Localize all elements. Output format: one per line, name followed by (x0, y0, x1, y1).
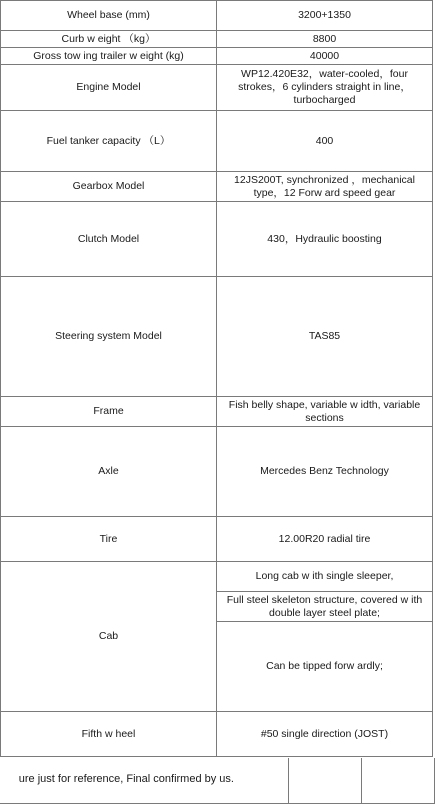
row-label: Curb w eight （kg） (1, 31, 217, 48)
footer-blank-cell (289, 758, 362, 804)
footer-blank-cell (362, 758, 435, 804)
row-value: WP12.420E32，water-cooled，four strokes，6 cylinders straight in line，turbocharged (217, 65, 433, 111)
table-row (1, 562, 433, 592)
cab-value-2: Full steel skeleton structure, covered w ith double layer steel plate; (217, 592, 433, 622)
row-label: Tire (1, 517, 217, 562)
footer-note-cell (0, 758, 289, 804)
row-label: Gearbox Model (1, 172, 217, 202)
row-label: Clutch Model (1, 202, 217, 277)
row-label: Fuel tanker capacity （L） (1, 111, 217, 172)
table-row (1, 202, 433, 277)
cab-value-3: Can be tipped forw ardly; (217, 622, 433, 712)
row-value: #50 single direction (JOST) (217, 712, 433, 757)
row-value: 40000 (217, 48, 433, 65)
row-value: 12.00R20 radial tire (217, 517, 433, 562)
table-row (1, 31, 433, 48)
table-row (1, 517, 433, 562)
cab-value-1: Long cab w ith single sleeper, (217, 562, 433, 592)
table-row (1, 277, 433, 397)
footer-note: ure just for reference, Final confirmed by us. (18, 773, 234, 785)
table-row (1, 397, 433, 427)
row-value: Mercedes Benz Technology (217, 427, 433, 517)
row-label: Wheel base (mm) (1, 1, 217, 31)
cab-label: Cab (1, 562, 217, 712)
row-value: 8800 (217, 31, 433, 48)
row-label: Fifth w heel (1, 712, 217, 757)
row-label: Steering system Model (1, 277, 217, 397)
table-row (1, 172, 433, 202)
table-row (1, 111, 433, 172)
row-value: 400 (217, 111, 433, 172)
row-value: 3200+1350 (217, 1, 433, 31)
row-value: 12JS200T, synchronized ，mechanical type，12 Forw ard speed gear (217, 172, 433, 202)
table-row (1, 427, 433, 517)
table-row (1, 712, 433, 757)
table-row (1, 1, 433, 31)
row-label: Frame (1, 397, 217, 427)
row-value: 430，Hydraulic boosting (217, 202, 433, 277)
row-label: Engine Model (1, 65, 217, 111)
row-label: Axle (1, 427, 217, 517)
row-value: TAS85 (217, 277, 433, 397)
table-row (1, 65, 433, 111)
row-label: Gross tow ing trailer w eight (kg) (1, 48, 217, 65)
row-value: Fish belly shape, variable w idth, variable sections (217, 397, 433, 427)
footer-row (0, 758, 435, 804)
table-row (1, 48, 433, 65)
